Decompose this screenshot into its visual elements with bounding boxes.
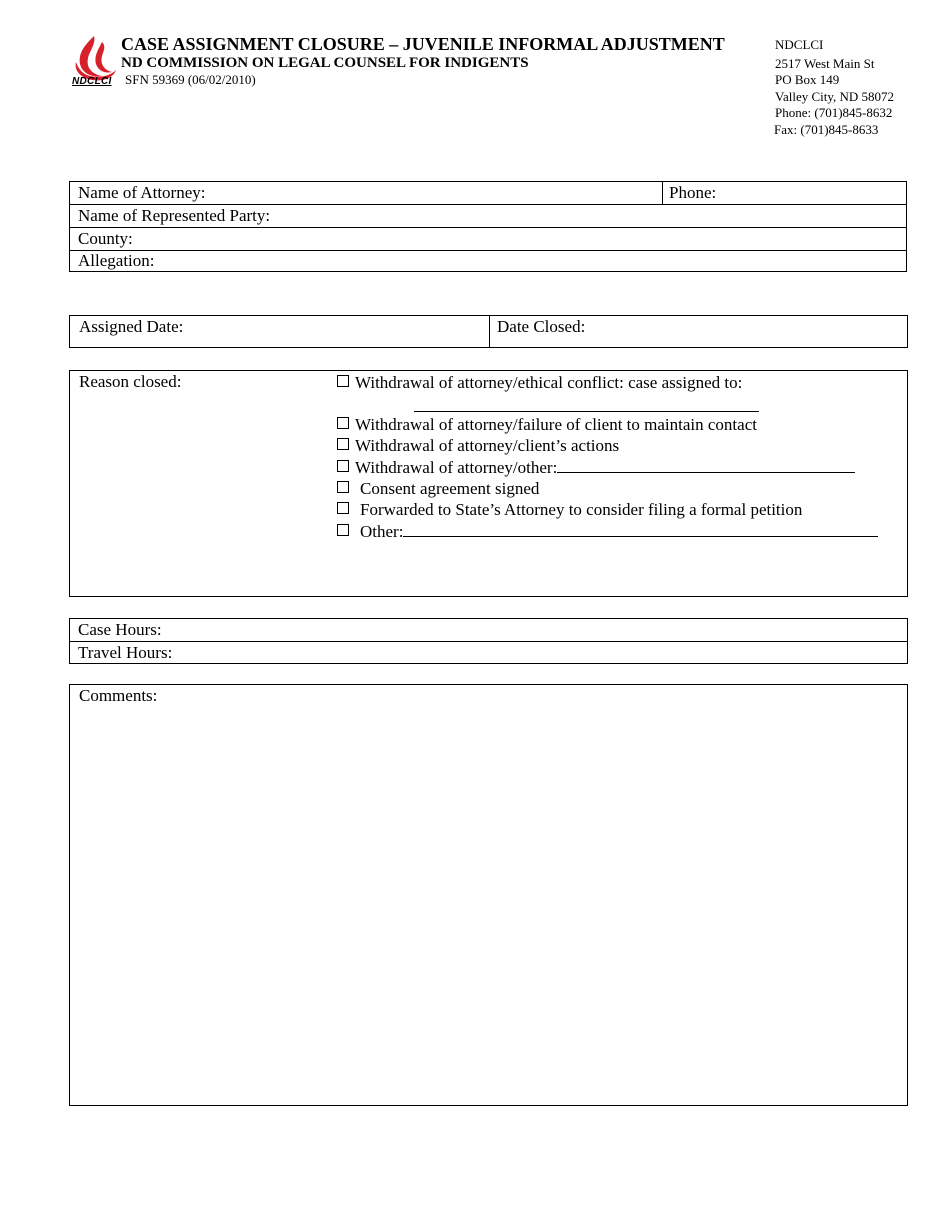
address-street: 2517 West Main St [775,55,875,71]
represented-party-field[interactable]: Name of Represented Party: [70,205,906,228]
reason-option-other[interactable]: Other: [337,521,878,542]
reason-closed-label: Reason closed: [79,372,182,391]
travel-hours-field[interactable]: Travel Hours: [78,643,173,662]
county-field[interactable]: County: [70,228,906,251]
checkbox[interactable] [337,524,349,536]
other-reason-line[interactable] [403,521,878,537]
form-number: SFN 59369 (06/02/2010) [125,72,256,87]
checkbox[interactable] [337,460,349,472]
attorney-name-field[interactable]: Name of Attorney: [78,183,206,202]
checkbox[interactable] [337,375,349,387]
hours-table [69,618,908,664]
case-hours-field[interactable]: Case Hours: [70,619,907,642]
reason-option-client-actions[interactable]: Withdrawal of attorney/client’s actions [337,435,619,456]
checkbox[interactable] [337,417,349,429]
checkbox[interactable] [337,481,349,493]
reason-option-withdrawal-other[interactable]: Withdrawal of attorney/other: [337,457,855,478]
address-phone: Phone: (701)845-8632 [775,105,893,120]
withdrawal-other-line[interactable] [557,457,855,473]
reason-option-ethical-conflict[interactable]: Withdrawal of attorney/ethical conflict: case assigned to: [337,372,742,393]
reason-option-forwarded-states-attorney[interactable]: Forwarded to State’s Attorney to consider filing a formal petition [337,499,802,520]
form-subtitle: ND COMMISSION ON LEGAL COUNSEL FOR INDIGENTS [121,55,529,71]
comments-box[interactable] [69,684,908,1106]
reason-closed-box [69,370,908,597]
reason-option-consent-agreement[interactable]: Consent agreement signed [337,478,539,499]
attorney-row [70,182,906,205]
address-block [775,37,894,138]
ndclci-logo [72,34,118,90]
address-fax: Fax: (701)845-8633 [774,121,879,137]
address-po-box: PO Box 149 [775,72,840,87]
attorney-phone-field[interactable]: Phone: [669,183,717,202]
dates-table [69,315,908,348]
address-org: NDCLCI [775,37,824,52]
assigned-to-line[interactable] [414,411,759,412]
logo-text: NDCLCI [72,76,112,87]
checkbox[interactable] [337,438,349,450]
checkbox[interactable] [337,502,349,514]
allegation-field[interactable]: Allegation: [78,251,155,270]
form-title: CASE ASSIGNMENT CLOSURE – JUVENILE INFORMAL ADJUSTMENT [121,34,725,54]
assigned-date-field[interactable]: Assigned Date: [79,317,184,336]
date-closed-field[interactable]: Date Closed: [497,317,586,336]
reason-option-failure-contact[interactable]: Withdrawal of attorney/failure of client to maintain contact [337,414,757,435]
party-info-table [69,181,907,272]
address-city: Valley City, ND 58072 [775,88,895,104]
comments-label: Comments: [79,686,158,705]
